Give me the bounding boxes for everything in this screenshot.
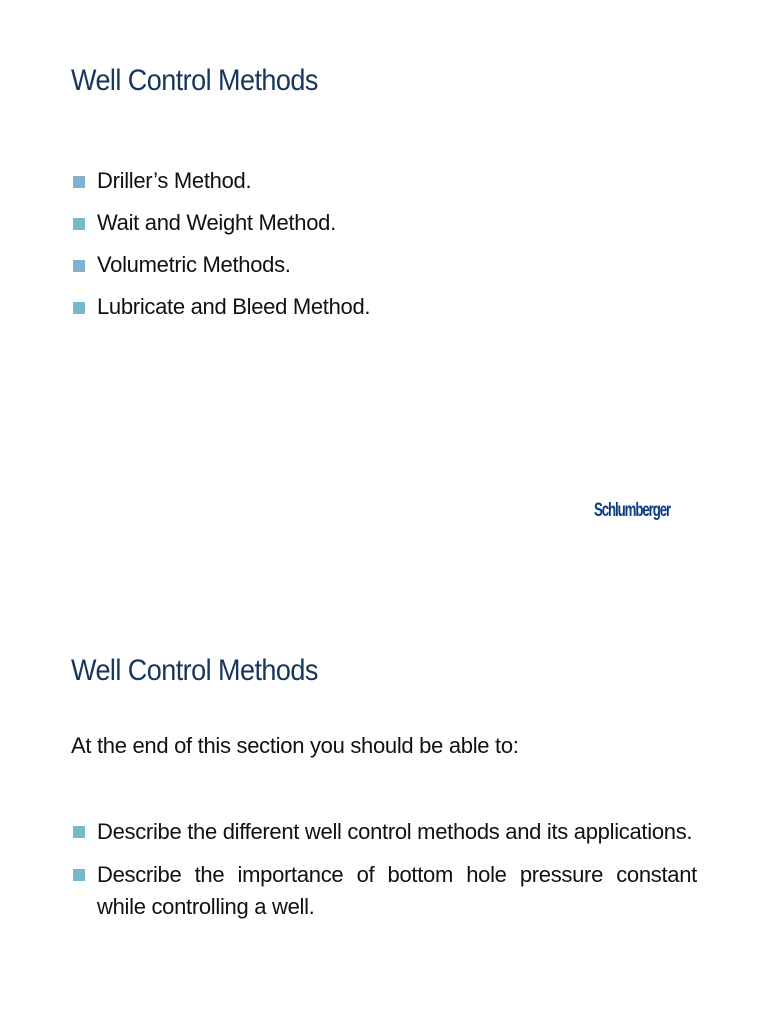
methods-list [71, 160, 370, 328]
slide-1-title: Well Control Methods [71, 64, 318, 97]
objective-item [71, 816, 697, 848]
method-item-label: Driller’s Method. [97, 168, 252, 193]
objectives-intro: At the end of this section you should be able to: [71, 733, 519, 758]
method-item-drillers [71, 160, 370, 202]
square-bullet-icon [73, 302, 85, 314]
method-item-label: Wait and Weight Method. [97, 210, 336, 235]
method-item-volumetric [71, 244, 370, 286]
method-item-wait-and-weight [71, 202, 370, 244]
objective-text: Describe the importance of bottom hole pressure constant while controlling a well. [97, 862, 697, 919]
objectives-list [71, 816, 697, 934]
schlumberger-logo: Schlumberger [594, 498, 671, 521]
slide-2-title: Well Control Methods [71, 654, 318, 687]
square-bullet-icon [73, 176, 85, 188]
method-item-label: Volumetric Methods. [97, 252, 291, 277]
method-item-label: Lubricate and Bleed Method. [97, 294, 371, 319]
slide-2 [0, 590, 768, 1024]
square-bullet-icon [73, 826, 85, 838]
method-item-lubricate-and-bleed [71, 286, 370, 328]
square-bullet-icon [73, 218, 85, 230]
objective-item [71, 859, 697, 923]
objective-text: Describe the different well control methods and its applications. [97, 819, 693, 844]
square-bullet-icon [73, 869, 85, 881]
square-bullet-icon [73, 260, 85, 272]
